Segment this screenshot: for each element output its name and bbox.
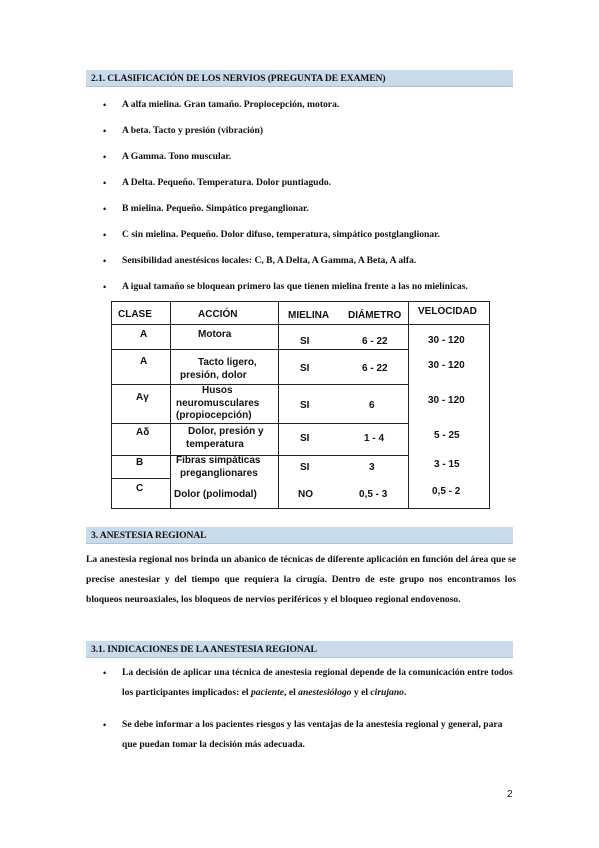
list-item: • A Gamma. Tono muscular.: [103, 151, 232, 162]
table-cell-accion: Dolor, presión y: [188, 426, 264, 437]
list-item: • Se debe informar a los pacientes riesgos y las ventajas de la anestesia regional y general, para que puedan tomar la decisión más adecuada.: [103, 715, 516, 755]
table-cell-clase: Aγ: [136, 392, 149, 403]
bullet-icon: •: [103, 282, 107, 292]
list-item: • A Delta. Pequeño. Temperatura. Dolor puntiagudo.: [103, 177, 332, 188]
table-cell-velocidad: 3 - 15: [434, 459, 460, 470]
table-cell-diametro: 0,5 - 3: [359, 489, 388, 500]
table-cell-clase: B: [136, 457, 144, 468]
table-cell-diametro: 3: [369, 462, 375, 473]
list-item: • A alfa mielina. Gran tamaño. Propiocepción, motora.: [103, 99, 340, 110]
bullet-icon: •: [103, 204, 107, 214]
bullet-icon: •: [103, 668, 107, 678]
table-header-clase: CLASE: [118, 309, 152, 320]
table-cell-velocidad: 0,5 - 2: [432, 486, 461, 497]
table-cell-mielina: SI: [300, 336, 310, 347]
bullet-icon: •: [103, 720, 107, 730]
table-cell-accion: Dolor (polimodal): [174, 489, 257, 500]
table-cell-accion: Husos: [202, 385, 233, 396]
table-cell-accion: Tacto ligero,: [198, 357, 257, 368]
bullet-icon: •: [103, 256, 107, 266]
bullet-icon: •: [103, 152, 107, 162]
table-cell-mielina: SI: [300, 363, 310, 374]
list-item: • C sin mielina. Pequeño. Dolor difuso, temperatura, simpático postglanglionar.: [103, 229, 440, 240]
table-cell-velocidad: 30 - 120: [428, 335, 465, 346]
table-header-diametro: DIÁMETRO: [348, 310, 402, 321]
table-cell-accion: temperatura: [186, 439, 244, 450]
table-cell-velocidad: 5 - 25: [434, 430, 460, 441]
table-cell-diametro: 1 - 4: [364, 433, 385, 444]
table-cell-mielina: SI: [300, 462, 310, 473]
table-cell-clase: A: [140, 356, 148, 367]
table-header-accion: ACCIÓN: [198, 309, 238, 320]
section-header-indicaciones: 3.1. INDICACIONES DE LA ANESTESIA REGIONAL: [86, 641, 513, 658]
table-cell-accion: (propiocepción): [176, 410, 252, 421]
bullet-icon: •: [103, 178, 107, 188]
table-cell-accion: Fibras simpáticas: [176, 455, 261, 466]
table-cell-velocidad: 30 - 120: [428, 360, 465, 371]
nerve-classification-list: [103, 98, 523, 306]
list-item: • A igual tamaño se bloquean primero las que tienen mielina frente a las no mielínicas.: [103, 281, 468, 292]
table-cell-mielina: SI: [300, 400, 310, 411]
list-item: • B mielina. Pequeño. Simpático preganglionar.: [103, 203, 309, 214]
table-cell-clase: A: [140, 329, 148, 340]
page-number: 2: [507, 789, 513, 800]
anestesia-regional-paragraph: La anestesia regional nos brinda un abanico de técnicas de diferente aplicación en función del área que se precise anestesiar y del tiempo que requiera la cirugía. Dentro de este grupo nos encontramos los bloqueos neuroaxiales, los bloqueos de nervios periféricos y el bloqueo regional endovenoso.: [86, 554, 516, 605]
list-item: • La decisión de aplicar una técnica de anestesia regional depende de la comunicación entre todos los participantes implicados: el paciente, el anestesiólogo y el cirujano.: [103, 663, 516, 703]
table-cell-mielina: SI: [300, 433, 310, 444]
table-cell-diametro: 6: [369, 400, 375, 411]
table-cell-mielina: NO: [298, 489, 313, 500]
table-cell-accion: Motora: [198, 329, 232, 340]
table-cell-velocidad: 30 - 120: [428, 395, 465, 406]
table-header-mielina: MIELINA: [288, 310, 330, 321]
bullet-icon: •: [103, 230, 107, 240]
table-cell-accion: neuromusculares: [176, 398, 260, 409]
table-cell-accion: presión, dolor: [180, 370, 247, 381]
section-header-anestesia-regional: 3. ANESTESIA REGIONAL: [86, 527, 513, 544]
indicaciones-list: [103, 663, 516, 767]
nerve-fiber-table: [111, 301, 490, 509]
table-cell-clase: Aδ: [136, 427, 150, 438]
table-header-velocidad: VELOCIDAD: [418, 306, 477, 317]
bullet-icon: •: [103, 100, 107, 110]
list-item: • A beta. Tacto y presión (vibración): [103, 125, 264, 136]
table-cell-diametro: 6 - 22: [362, 336, 388, 347]
section-header-clasificacion: 2.1. CLASIFICACIÓN DE LOS NERVIOS (PREGUNTA DE EXAMEN): [86, 70, 513, 87]
table-cell-accion: preganglionares: [180, 468, 258, 479]
table-cell-clase: C: [136, 483, 144, 494]
table-cell-diametro: 6 - 22: [362, 363, 388, 374]
list-item: • Sensibilidad anestésicos locales: C, B, A Delta, A Gamma, A Beta, A alfa.: [103, 255, 417, 266]
bullet-icon: •: [103, 126, 107, 136]
